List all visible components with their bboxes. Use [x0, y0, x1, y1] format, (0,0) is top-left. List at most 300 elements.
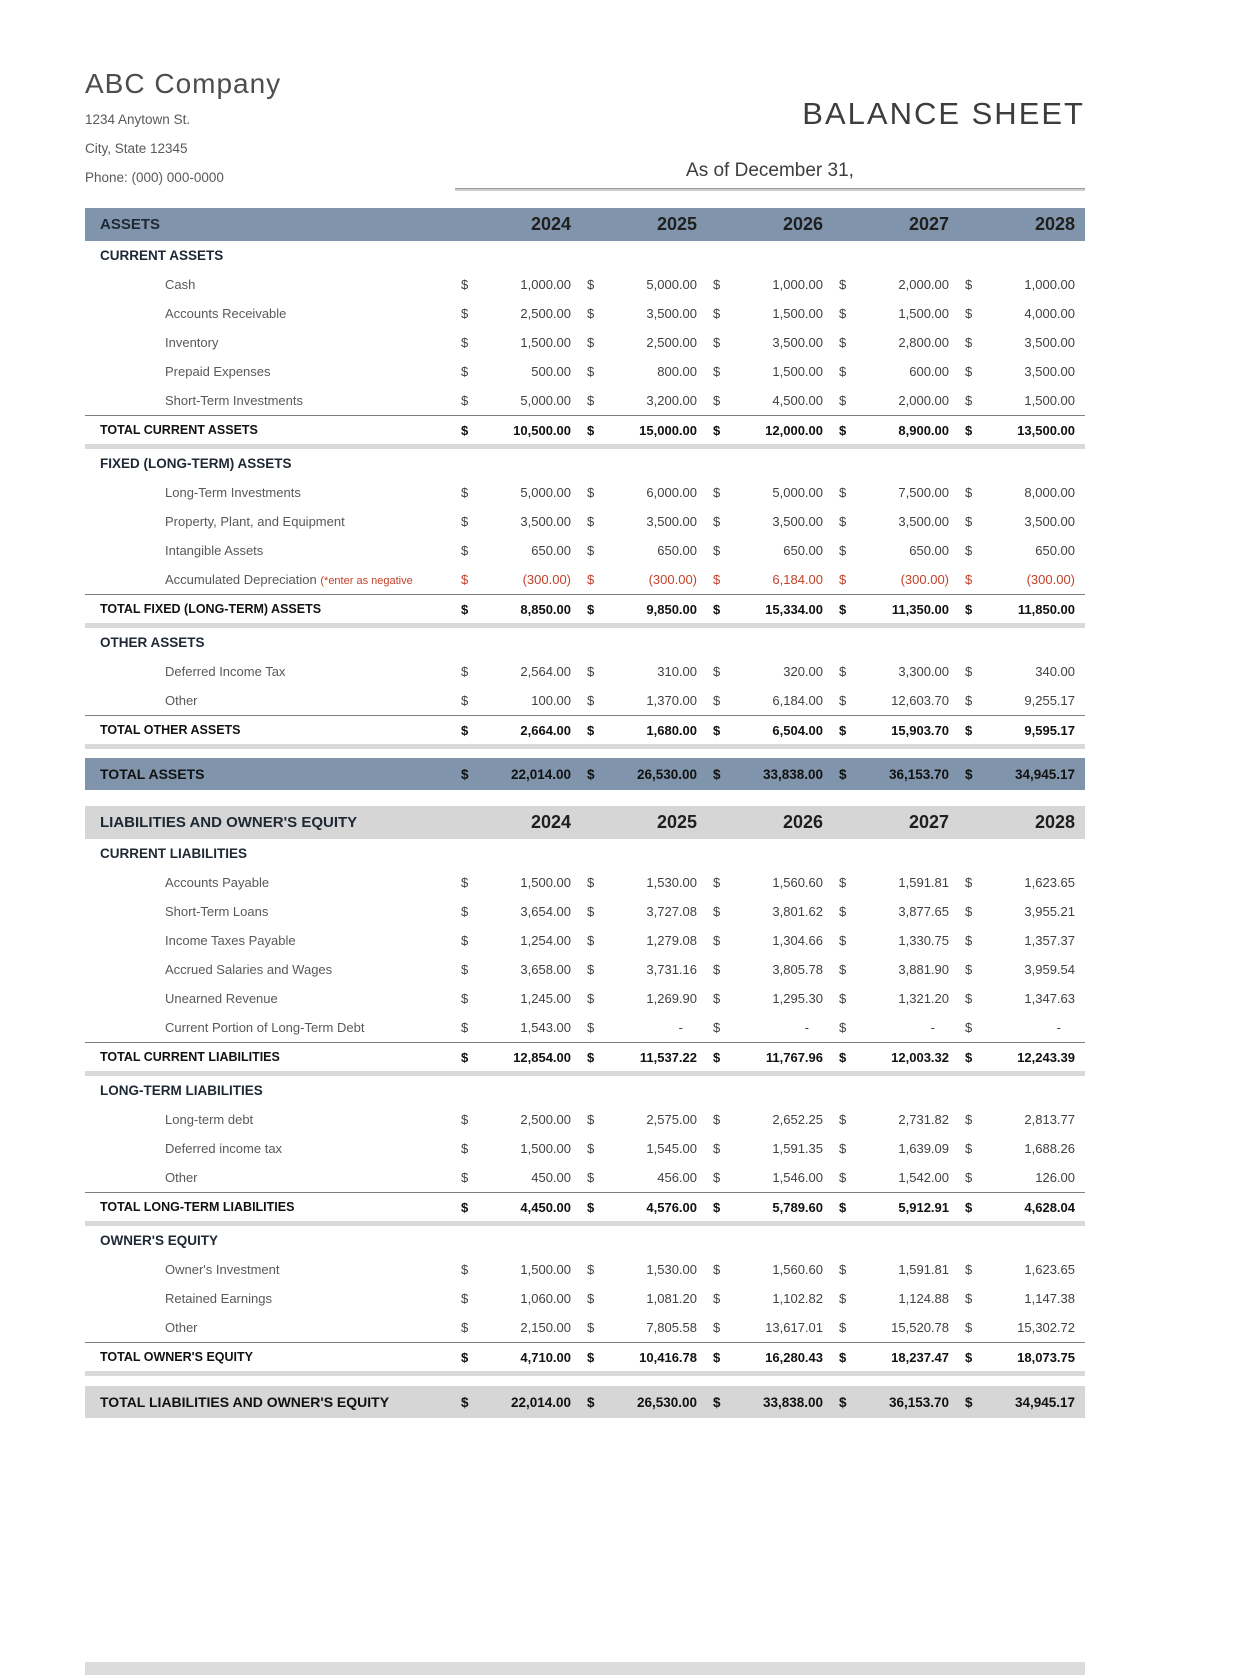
row-label: Cash — [165, 277, 196, 292]
currency-symbol: $ — [839, 766, 847, 782]
value-cell — [959, 485, 1085, 500]
currency-symbol: $ — [461, 1262, 469, 1277]
row-label: Other — [165, 693, 198, 708]
currency-symbol: $ — [965, 991, 973, 1006]
value-cell — [455, 306, 581, 321]
value-cell — [455, 1050, 581, 1065]
value-cell — [959, 572, 1085, 587]
currency-symbol: $ — [587, 1394, 595, 1410]
value-cell — [581, 572, 707, 587]
cell-value: 34,945.17 — [1014, 1394, 1075, 1410]
value-cell — [581, 602, 707, 617]
year-header: 2026 — [782, 214, 823, 234]
currency-symbol: $ — [839, 277, 847, 292]
value-cell — [959, 904, 1085, 919]
cell-value: 16,280.43 — [765, 1349, 823, 1365]
cell-value: 1,500.00 — [772, 306, 823, 321]
value-cell — [959, 1350, 1085, 1365]
value-cell — [833, 543, 959, 558]
cell-value: 3,500.00 — [520, 514, 571, 529]
cell-value: 7,500.00 — [898, 485, 949, 500]
currency-symbol: $ — [965, 766, 973, 782]
cell-value: - — [804, 1020, 809, 1035]
cell-value: 310.00 — [657, 664, 697, 679]
currency-symbol: $ — [965, 693, 973, 708]
value-cell — [581, 962, 707, 977]
value-cell — [833, 423, 959, 438]
currency-symbol: $ — [839, 1349, 847, 1365]
row-label: Deferred Income Tax — [165, 664, 286, 679]
currency-symbol: $ — [587, 1262, 595, 1277]
value-cell — [707, 723, 833, 738]
cell-value: 3,727.08 — [646, 904, 697, 919]
total-label: TOTAL CURRENT ASSETS — [100, 423, 258, 437]
cell-value: 1,639.09 — [898, 1141, 949, 1156]
cell-value: 1,623.65 — [1024, 875, 1075, 890]
cell-value: 1,560.60 — [772, 875, 823, 890]
currency-symbol: $ — [587, 543, 595, 558]
cell-value: 3,500.00 — [772, 514, 823, 529]
cell-value: 1,000.00 — [520, 277, 571, 292]
value-cell — [959, 664, 1085, 679]
value-cell — [707, 991, 833, 1006]
row-label: Accumulated Depreciation (*enter as negative — [165, 572, 413, 587]
currency-symbol: $ — [461, 1020, 469, 1035]
cell-value: 1,591.81 — [898, 1262, 949, 1277]
currency-symbol: $ — [713, 693, 721, 708]
value-cell — [707, 962, 833, 977]
currency-symbol: $ — [461, 393, 469, 408]
value-cell — [833, 393, 959, 408]
cell-value: 3,801.62 — [772, 904, 823, 919]
cell-value: 1,060.00 — [520, 1291, 571, 1306]
table-row — [85, 270, 1085, 299]
cell-value: 1,545.00 — [646, 1141, 697, 1156]
cell-value: 2,500.00 — [520, 306, 571, 321]
cell-value: 12,003.32 — [891, 1049, 949, 1065]
cell-value: 12,243.39 — [1017, 1049, 1075, 1065]
currency-symbol: $ — [713, 1291, 721, 1306]
year-header: 2028 — [1034, 812, 1075, 832]
cell-value: 1,295.30 — [772, 991, 823, 1006]
cell-value: 2,800.00 — [898, 335, 949, 350]
cell-value: 5,789.60 — [772, 1199, 823, 1215]
value-cell — [455, 1141, 581, 1156]
value-cell — [455, 485, 581, 500]
grand-total-label: TOTAL ASSETS — [100, 766, 205, 782]
value-cell — [581, 1262, 707, 1277]
row-label: Inventory — [165, 335, 219, 350]
cell-value: 4,450.00 — [520, 1199, 571, 1215]
row-label: Accounts Payable — [165, 875, 270, 890]
cell-value: 3,500.00 — [1024, 335, 1075, 350]
currency-symbol: $ — [461, 572, 469, 587]
currency-symbol: $ — [461, 277, 469, 292]
cell-value: 1,530.00 — [646, 1262, 697, 1277]
cell-value: 18,237.47 — [891, 1349, 949, 1365]
currency-symbol: $ — [713, 1262, 721, 1277]
total-label: TOTAL CURRENT LIABILITIES — [100, 1050, 280, 1064]
section-header: OTHER ASSETS — [100, 635, 205, 650]
cell-value: 456.00 — [657, 1170, 697, 1185]
cell-value: (300.00) — [1026, 572, 1075, 587]
row-label: Short-Term Investments — [165, 393, 303, 408]
cell-value: 7,805.58 — [646, 1320, 697, 1335]
cell-value: 3,877.65 — [898, 904, 949, 919]
cell-value: 3,500.00 — [1024, 514, 1075, 529]
cell-value: 10,500.00 — [513, 422, 571, 438]
cell-value: 3,959.54 — [1024, 962, 1075, 977]
value-cell — [707, 572, 833, 587]
value-cell — [455, 335, 581, 350]
currency-symbol: $ — [965, 1320, 973, 1335]
value-cell — [959, 1395, 1085, 1410]
cell-value: 34,945.17 — [1014, 766, 1075, 782]
cell-value: 2,731.82 — [898, 1112, 949, 1127]
table-row — [85, 478, 1085, 507]
currency-symbol: $ — [461, 1349, 469, 1365]
currency-symbol: $ — [713, 766, 721, 782]
value-cell — [455, 1395, 581, 1410]
currency-symbol: $ — [965, 1394, 973, 1410]
table-row — [85, 897, 1085, 926]
currency-symbol: $ — [587, 601, 595, 617]
row-label: Long-Term Investments — [165, 485, 301, 500]
cell-value: 500.00 — [531, 364, 571, 379]
table-row — [85, 1105, 1085, 1134]
currency-symbol: $ — [461, 601, 469, 617]
currency-symbol: $ — [587, 1049, 595, 1065]
currency-symbol: $ — [713, 1320, 721, 1335]
value-cell — [959, 1262, 1085, 1277]
currency-symbol: $ — [839, 1199, 847, 1215]
year-header: 2025 — [656, 812, 697, 832]
row-note: (*enter as negative — [320, 575, 413, 587]
value-cell — [581, 364, 707, 379]
currency-symbol: $ — [587, 722, 595, 738]
company-address: 1234 Anytown St. — [85, 112, 191, 127]
value-cell — [581, 723, 707, 738]
value-cell — [707, 1170, 833, 1185]
currency-symbol: $ — [587, 1199, 595, 1215]
currency-symbol: $ — [587, 572, 595, 587]
cell-value: 340.00 — [1035, 664, 1075, 679]
cell-value: 3,500.00 — [1024, 364, 1075, 379]
currency-symbol: $ — [713, 601, 721, 617]
value-cell — [707, 423, 833, 438]
currency-symbol: $ — [839, 1394, 847, 1410]
page-edge-bar — [85, 1662, 1085, 1675]
cell-value: 1,500.00 — [520, 1262, 571, 1277]
value-cell — [959, 393, 1085, 408]
grand-total-label: TOTAL LIABILITIES AND OWNER'S EQUITY — [100, 1394, 390, 1410]
value-cell — [959, 1291, 1085, 1306]
currency-symbol: $ — [587, 962, 595, 977]
currency-symbol: $ — [713, 1020, 721, 1035]
currency-symbol: $ — [839, 422, 847, 438]
cell-value: 22,014.00 — [510, 766, 571, 782]
currency-symbol: $ — [965, 722, 973, 738]
currency-symbol: $ — [587, 1349, 595, 1365]
cell-value: 5,000.00 — [520, 485, 571, 500]
value-cell — [959, 1050, 1085, 1065]
section-header: CURRENT LIABILITIES — [100, 846, 247, 861]
value-cell — [455, 364, 581, 379]
value-cell — [833, 1200, 959, 1215]
table-row — [85, 984, 1085, 1013]
value-cell — [707, 1112, 833, 1127]
currency-symbol: $ — [965, 335, 973, 350]
value-cell — [581, 335, 707, 350]
value-cell — [959, 767, 1085, 782]
currency-symbol: $ — [587, 1291, 595, 1306]
cell-value: 9,850.00 — [646, 601, 697, 617]
cell-value: 1,500.00 — [1024, 393, 1075, 408]
value-cell — [455, 572, 581, 587]
value-cell — [581, 875, 707, 890]
cell-value: 1,330.75 — [898, 933, 949, 948]
value-cell — [959, 306, 1085, 321]
currency-symbol: $ — [713, 904, 721, 919]
cell-value: 1,357.37 — [1024, 933, 1075, 948]
currency-symbol: $ — [839, 543, 847, 558]
cell-value: 5,000.00 — [520, 393, 571, 408]
cell-value: 2,150.00 — [520, 1320, 571, 1335]
value-cell — [707, 1395, 833, 1410]
cell-value: 3,654.00 — [520, 904, 571, 919]
cell-value: 2,813.77 — [1024, 1112, 1075, 1127]
cell-value: 3,200.00 — [646, 393, 697, 408]
value-cell — [833, 306, 959, 321]
currency-symbol: $ — [965, 1049, 973, 1065]
cell-value: 1,542.00 — [898, 1170, 949, 1185]
value-cell — [581, 1200, 707, 1215]
cell-value: 9,255.17 — [1024, 693, 1075, 708]
currency-symbol: $ — [965, 1170, 973, 1185]
table-header-row — [85, 208, 1085, 241]
cell-value: 2,500.00 — [520, 1112, 571, 1127]
cell-value: 1,500.00 — [520, 335, 571, 350]
value-cell — [455, 904, 581, 919]
section-divider — [85, 744, 1085, 749]
currency-symbol: $ — [587, 933, 595, 948]
currency-symbol: $ — [839, 991, 847, 1006]
value-cell — [455, 543, 581, 558]
cell-value: 1,081.20 — [646, 1291, 697, 1306]
subtitle-divider — [455, 188, 1085, 191]
currency-symbol: $ — [713, 572, 721, 587]
cell-value: 36,153.70 — [888, 766, 949, 782]
cell-value: 320.00 — [783, 664, 823, 679]
currency-symbol: $ — [839, 514, 847, 529]
table-row — [85, 926, 1085, 955]
value-cell — [959, 514, 1085, 529]
value-cell — [959, 543, 1085, 558]
value-cell — [581, 485, 707, 500]
sheet-header — [85, 0, 1085, 208]
value-cell — [707, 335, 833, 350]
value-cell — [707, 514, 833, 529]
total-row — [85, 1042, 1085, 1071]
currency-symbol: $ — [839, 485, 847, 500]
currency-symbol: $ — [587, 904, 595, 919]
table-row — [85, 955, 1085, 984]
value-cell — [581, 1020, 707, 1035]
cell-value: 3,731.16 — [646, 962, 697, 977]
cell-value: 1,623.65 — [1024, 1262, 1075, 1277]
value-cell — [581, 1050, 707, 1065]
cell-value: 8,850.00 — [520, 601, 571, 617]
currency-symbol: $ — [587, 991, 595, 1006]
currency-symbol: $ — [839, 1141, 847, 1156]
cell-value: 1,500.00 — [898, 306, 949, 321]
cell-value: 3,500.00 — [646, 514, 697, 529]
value-cell — [455, 514, 581, 529]
cell-value: 26,530.00 — [636, 1394, 697, 1410]
table-row — [85, 1134, 1085, 1163]
currency-symbol: $ — [965, 393, 973, 408]
cell-value: 6,504.00 — [772, 722, 823, 738]
cell-value: 650.00 — [1035, 543, 1075, 558]
value-cell — [455, 723, 581, 738]
value-cell — [959, 1112, 1085, 1127]
total-label: TOTAL LONG-TERM LIABILITIES — [100, 1200, 295, 1214]
cell-value: 4,710.00 — [520, 1349, 571, 1365]
cell-value: 4,500.00 — [772, 393, 823, 408]
value-cell — [707, 1141, 833, 1156]
currency-symbol: $ — [461, 543, 469, 558]
table-row — [85, 507, 1085, 536]
currency-symbol: $ — [587, 514, 595, 529]
value-cell — [455, 875, 581, 890]
value-cell — [833, 904, 959, 919]
value-cell — [833, 962, 959, 977]
currency-symbol: $ — [461, 722, 469, 738]
cell-value: 1,000.00 — [1024, 277, 1075, 292]
currency-symbol: $ — [713, 1049, 721, 1065]
cell-value: 1,500.00 — [520, 875, 571, 890]
cell-value: 1,591.81 — [898, 875, 949, 890]
currency-symbol: $ — [839, 693, 847, 708]
currency-symbol: $ — [461, 1112, 469, 1127]
currency-symbol: $ — [587, 335, 595, 350]
value-cell — [833, 1141, 959, 1156]
row-label: Retained Earnings — [165, 1291, 272, 1306]
cell-value: 15,520.78 — [891, 1320, 949, 1335]
currency-symbol: $ — [587, 306, 595, 321]
value-cell — [455, 602, 581, 617]
currency-symbol: $ — [965, 933, 973, 948]
value-cell — [959, 933, 1085, 948]
table-row — [85, 357, 1085, 386]
currency-symbol: $ — [461, 335, 469, 350]
currency-symbol: $ — [713, 1349, 721, 1365]
cell-value: 26,530.00 — [636, 766, 697, 782]
value-cell — [581, 514, 707, 529]
value-cell — [833, 1020, 959, 1035]
table-row — [85, 565, 1085, 594]
total-row — [85, 715, 1085, 744]
currency-symbol: $ — [839, 306, 847, 321]
table-gap — [85, 790, 1085, 806]
cell-value: 3,300.00 — [898, 664, 949, 679]
value-cell — [833, 485, 959, 500]
currency-symbol: $ — [713, 664, 721, 679]
value-cell — [959, 1320, 1085, 1335]
value-cell — [959, 364, 1085, 379]
currency-symbol: $ — [461, 485, 469, 500]
currency-symbol: $ — [461, 1141, 469, 1156]
currency-symbol: $ — [461, 693, 469, 708]
currency-symbol: $ — [587, 1141, 595, 1156]
currency-symbol: $ — [461, 904, 469, 919]
company-name: ABC Company — [85, 68, 282, 99]
value-cell — [455, 1200, 581, 1215]
currency-symbol: $ — [587, 364, 595, 379]
table-row — [85, 868, 1085, 897]
cell-value: 2,000.00 — [898, 277, 949, 292]
value-cell — [455, 664, 581, 679]
cell-value: 100.00 — [531, 693, 571, 708]
cell-value: 11,350.00 — [891, 601, 949, 617]
value-cell — [707, 306, 833, 321]
cell-value: 2,000.00 — [898, 393, 949, 408]
section-header: CURRENT ASSETS — [100, 248, 224, 263]
currency-symbol: $ — [461, 933, 469, 948]
table-row — [85, 1013, 1085, 1042]
value-cell — [707, 485, 833, 500]
cell-value: 3,500.00 — [898, 514, 949, 529]
value-cell — [707, 933, 833, 948]
currency-symbol: $ — [839, 1291, 847, 1306]
currency-symbol: $ — [713, 306, 721, 321]
cell-value: 3,500.00 — [772, 335, 823, 350]
currency-symbol: $ — [965, 1262, 973, 1277]
currency-symbol: $ — [713, 722, 721, 738]
cell-value: 36,153.70 — [888, 1394, 949, 1410]
cell-value: 33,838.00 — [762, 1394, 823, 1410]
cell-value: 5,000.00 — [646, 277, 697, 292]
value-cell — [833, 991, 959, 1006]
value-cell — [455, 767, 581, 782]
currency-symbol: $ — [713, 393, 721, 408]
value-cell — [707, 1262, 833, 1277]
tables — [85, 208, 1085, 1418]
row-label: Short-Term Loans — [165, 904, 269, 919]
currency-symbol: $ — [965, 1349, 973, 1365]
table-row — [85, 1255, 1085, 1284]
value-cell — [833, 664, 959, 679]
currency-symbol: $ — [587, 875, 595, 890]
currency-symbol: $ — [587, 422, 595, 438]
cell-value: 3,805.78 — [772, 962, 823, 977]
currency-symbol: $ — [713, 364, 721, 379]
cell-value: 15,903.70 — [891, 722, 949, 738]
value-cell — [581, 767, 707, 782]
value-cell — [581, 423, 707, 438]
cell-value: 1,688.26 — [1024, 1141, 1075, 1156]
page-title: BALANCE SHEET — [802, 96, 1085, 131]
total-row — [85, 415, 1085, 444]
value-cell — [581, 543, 707, 558]
table-row — [85, 657, 1085, 686]
currency-symbol: $ — [713, 1141, 721, 1156]
currency-symbol: $ — [713, 514, 721, 529]
year-header: 2028 — [1034, 214, 1075, 234]
section-header: FIXED (LONG-TERM) ASSETS — [100, 456, 292, 471]
value-cell — [707, 1200, 833, 1215]
table-row — [85, 1284, 1085, 1313]
